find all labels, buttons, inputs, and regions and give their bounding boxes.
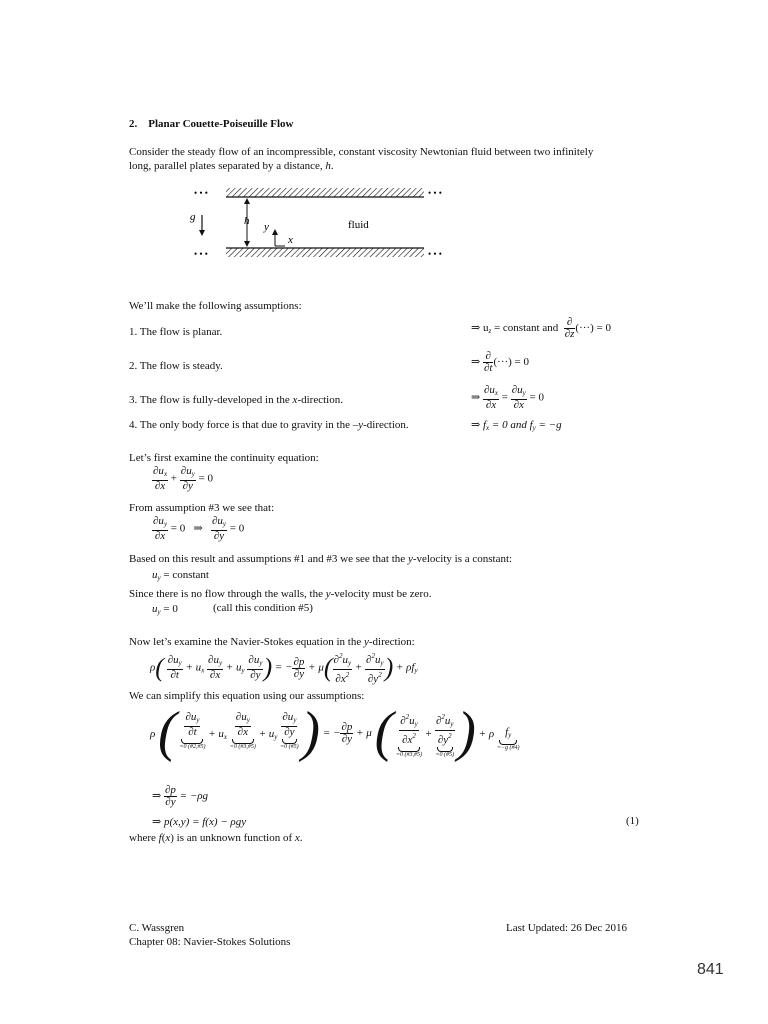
simplify-intro: We can simplify this equation using our assumptions: xyxy=(129,690,365,702)
simplified-equation: ρ ( $\frac{\partial u_y}{\partial t}$ =0 (#2,#5) + $u_x$ $\frac{\partial u_y}{\partial x}$ =0 (#3,#5) + $u_y$ $\frac{\partial u_y}{\partial y}$ =0 (#5) ) = − $\frac{\partial p}{\partial y}$ + μ ( $\frac{\partial^2u_y}{\partial x^2}$ =0 (#3,#5) + $\frac{\partial^2u_y}{\partial y^2}$ =0 (#5) ) + ρ $f_y$ =−g (#4) xyxy=(150,701,520,763)
section-heading xyxy=(129,118,293,130)
equation-number: (1) xyxy=(626,815,639,827)
pressure-gradient-result: ⇒ $\frac{\partial p}{\partial y}$ = −ρg xyxy=(152,784,209,808)
assumption-4-result: ⇒ $f_x = 0$ and $f_y = -g$ xyxy=(471,419,562,432)
page-number: 841 xyxy=(697,961,724,978)
assumption-2: 2. The flow is steady. xyxy=(129,360,223,372)
assumption-1: 1. The flow is planar. xyxy=(129,326,223,338)
fluid-label: fluid xyxy=(348,219,369,231)
continuity-intro: Let’s first examine the continuity equation: xyxy=(129,452,319,464)
y-axis-label: y xyxy=(264,221,269,233)
based-on-result: Based on this result and assumptions #1 and #3 we see that the y-velocity is a constant: xyxy=(129,553,513,565)
bottom-left-dots: • • • xyxy=(194,249,208,259)
assumption-2-result: ⇒ $\frac{\partial}{\partial t}$ (···) = 0 xyxy=(471,350,529,374)
condition-5-label: (call this condition #5) xyxy=(213,602,313,614)
intro-line-1: Consider the steady flow of an incompressible, constant viscosity Newtonian fluid between two infinitely xyxy=(129,146,594,158)
top-right-dots: • • • xyxy=(428,188,442,198)
uy-constant: $u_y$ = constant xyxy=(152,569,209,582)
assumptions-intro: We’ll make the following assumptions: xyxy=(129,300,302,312)
intro-line-2: long, parallel plates separated by a distance, h. xyxy=(129,160,334,172)
pressure-result: ⇒ p(x,y) = f(x) − ρgy xyxy=(152,816,247,828)
continuity-equation: $\frac{\partial u_x}{\partial x}$ + $\frac{\partial u_y}{\partial y}$ = 0 xyxy=(153,465,214,492)
navier-intro: Now let’s examine the Navier-Stokes equation in the y-direction: xyxy=(129,636,415,648)
x-axis-label: x xyxy=(288,234,293,246)
bottom-right-dots: • • • xyxy=(428,249,442,259)
where-statement: where f(x) is an unknown function of x. xyxy=(129,832,303,844)
assumption-3: 3. The flow is fully-developed in the x-direction. xyxy=(129,394,343,406)
uy-zero: $u_y = 0$ xyxy=(152,603,178,616)
assumption-3-result: ⇒ $\frac{\partial u_x}{\partial x}$ = $\frac{\partial u_y}{\partial x}$ = 0 xyxy=(471,384,544,411)
bottom-wall xyxy=(226,248,424,257)
footer-chapter: Chapter 08: Navier-Stokes Solutions xyxy=(129,936,291,948)
footer-author: C. Wassgren xyxy=(129,922,185,934)
assumption-4: 4. The only body force is that due to gravity in the –y-direction. xyxy=(129,419,409,431)
gravity-label: g xyxy=(190,211,196,223)
continuity-result: $\frac{\partial u_y}{\partial x}$ = 0 ⇒ $\frac{\partial u_y}{\partial y}$ = 0 xyxy=(153,515,245,542)
assumption-1-result: ⇒ $u_z$ = constant and $\frac{\partial}{\partial z}$ (···) = 0 xyxy=(471,316,611,340)
section-title: Planar Couette-Poiseuille Flow xyxy=(148,118,294,130)
section-number: 2. xyxy=(129,118,138,130)
navier-stokes-equation: ρ( $\frac{\partial u_y}{\partial t}$ + $u_x$ $\frac{\partial u_y}{\partial x}$ + $u_y$ $\frac{\partial u_y}{\partial y}$ ) = − $\frac{\partial p}{\partial y}$ + μ( $\frac{\partial^2u_y}{\partial x^2}$ + $\frac{\partial^2u_y}{\partial y^2}$ ) + $\rho f_y$ xyxy=(150,652,418,685)
top-wall xyxy=(226,188,424,197)
top-left-dots: • • • xyxy=(194,188,208,198)
no-flow-statement: Since there is no flow through the walls, the y-velocity must be zero. xyxy=(129,588,432,600)
from-assumption-3: From assumption #3 we see that: xyxy=(129,502,275,514)
height-label: h xyxy=(244,215,250,227)
channel-figure xyxy=(190,182,460,262)
footer-updated: Last Updated: 26 Dec 2016 xyxy=(506,922,627,934)
